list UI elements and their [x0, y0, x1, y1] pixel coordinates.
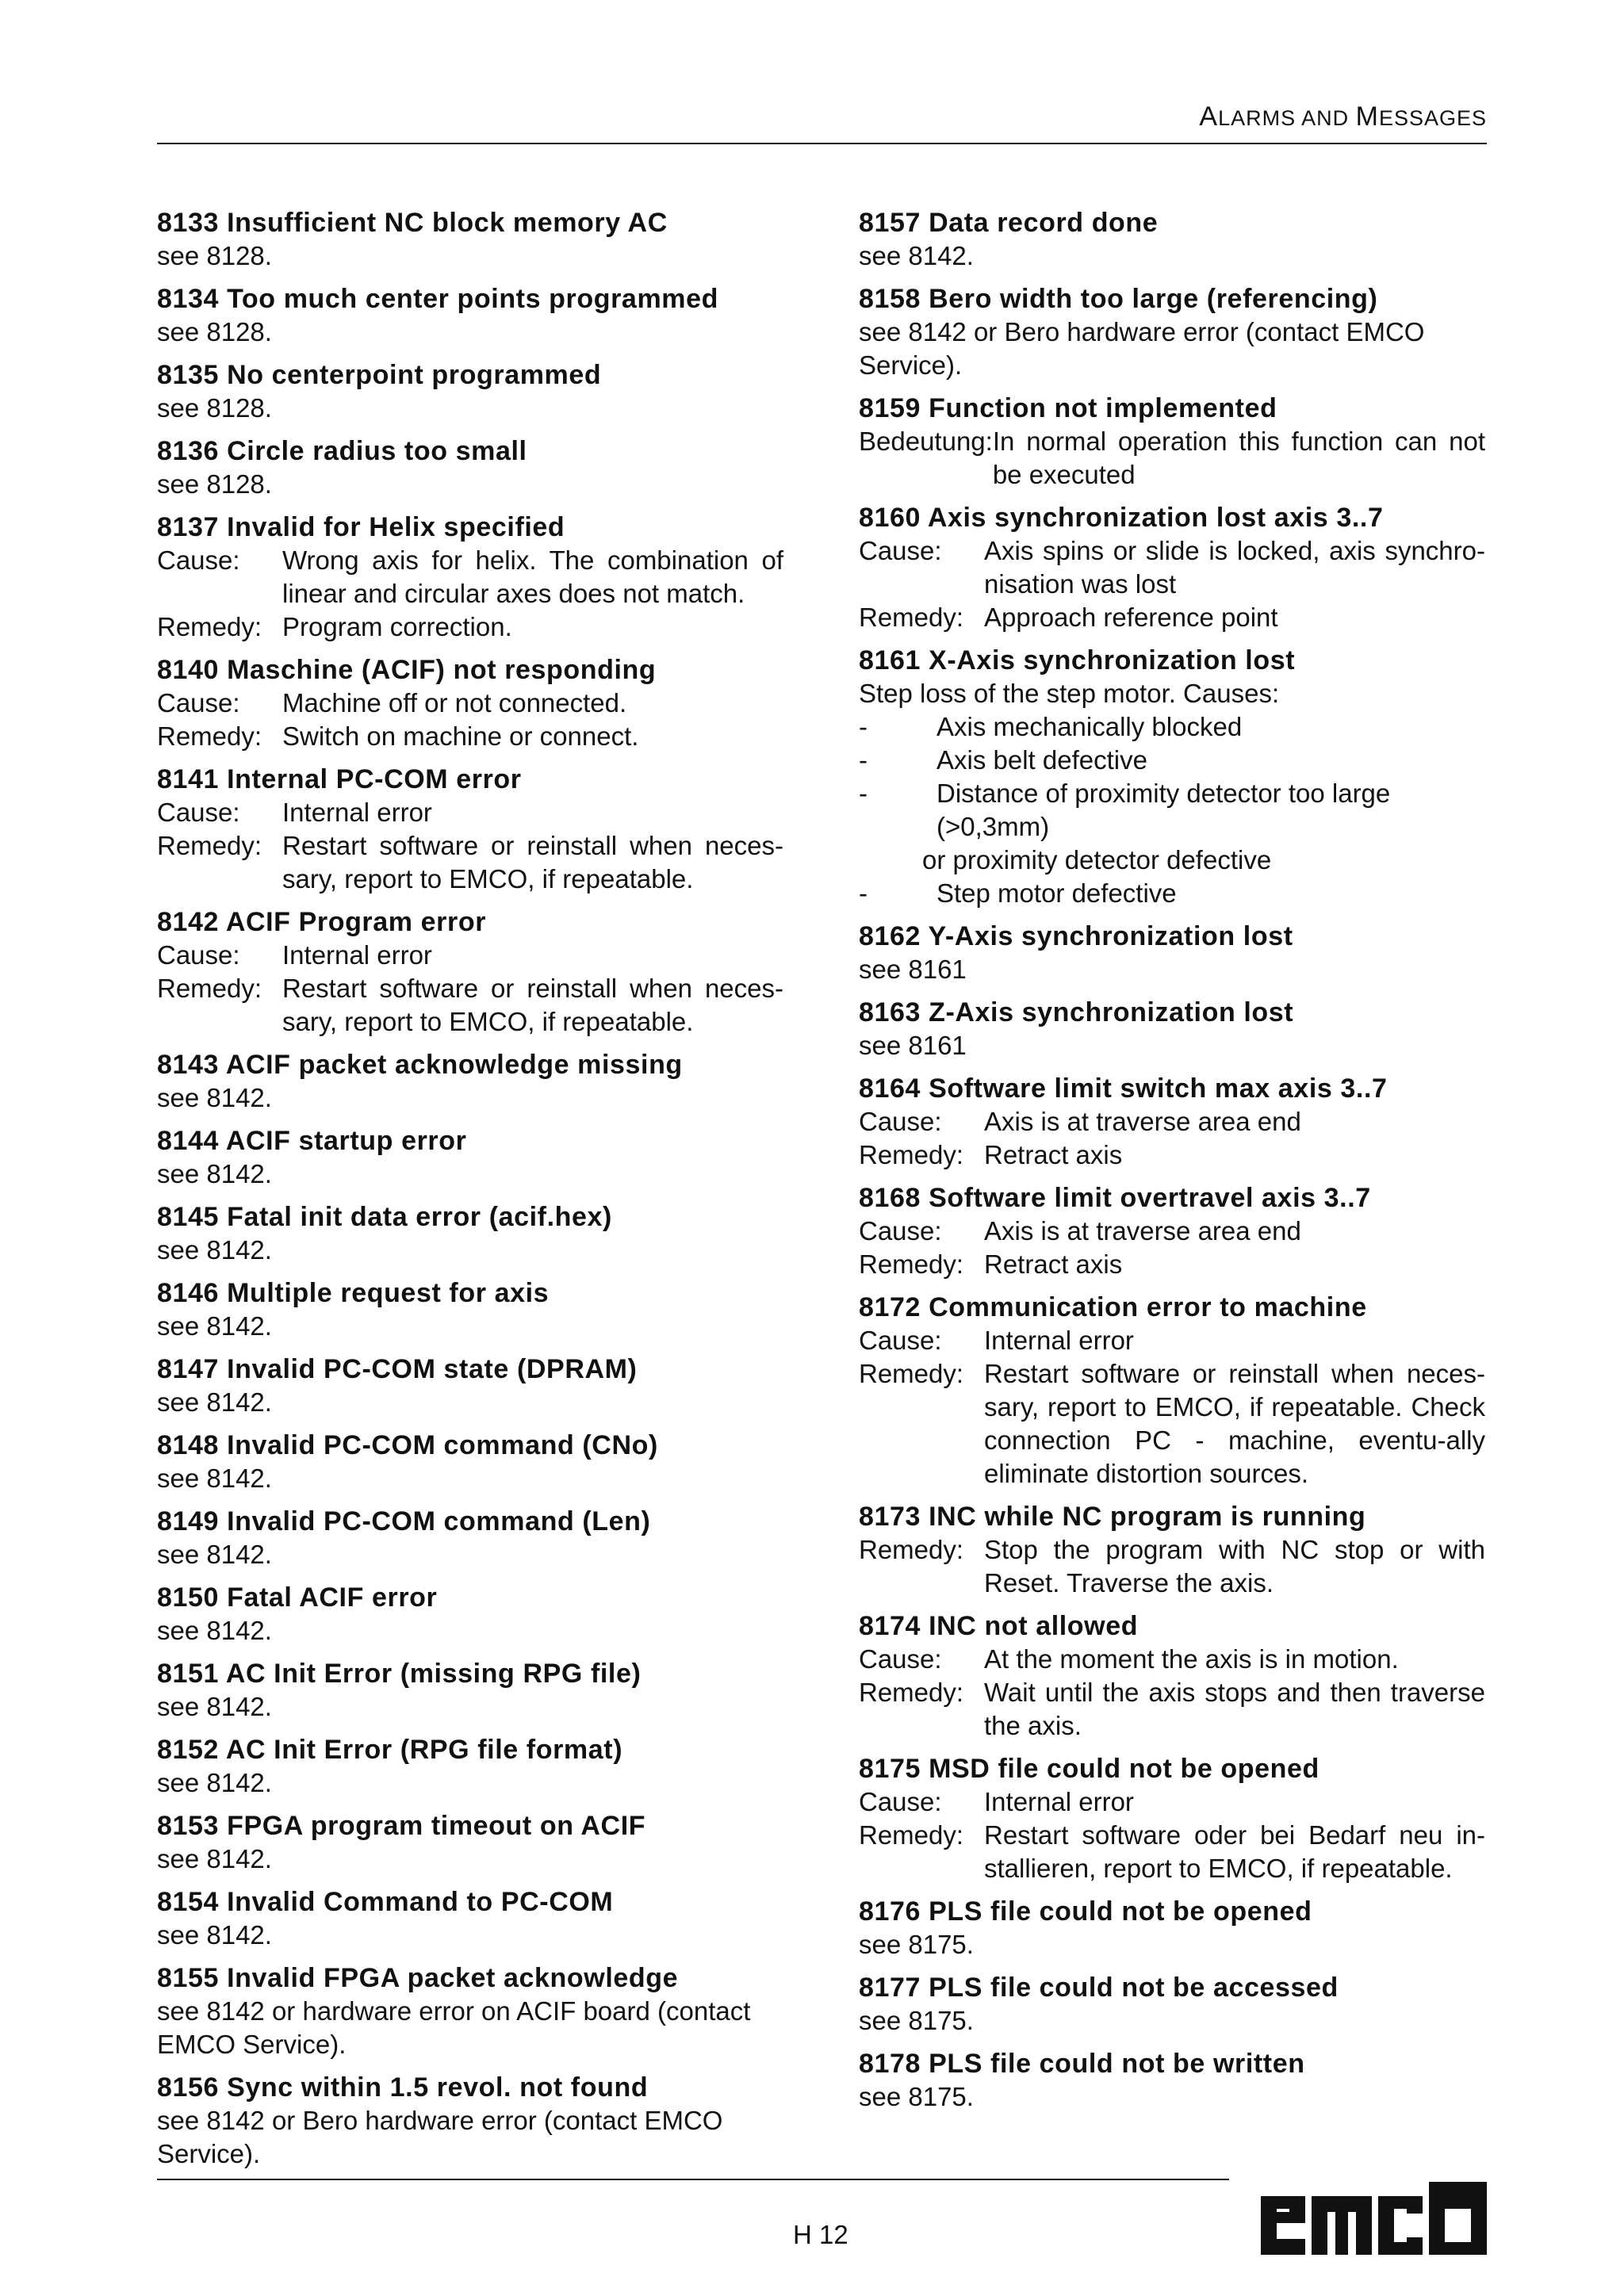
- labeled-row: [859, 1819, 1485, 1885]
- labeled-row: [157, 972, 783, 1039]
- alarm-entry: [157, 282, 783, 349]
- row-label: Cause:: [859, 1216, 942, 1246]
- alarm-entry: [157, 511, 783, 644]
- labeled-row: [859, 1643, 1485, 1676]
- alarm-text: see 8142.: [157, 1159, 272, 1188]
- row-label: Cause:: [157, 545, 240, 575]
- row-label: Remedy:: [859, 1359, 964, 1388]
- alarm-entry: [157, 2071, 783, 2171]
- alarm-entry: [157, 434, 783, 501]
- alarm-title: 8152 AC Init Error (RPG file format): [157, 1735, 623, 1765]
- row-text: Axis is at traverse area end: [984, 1216, 1301, 1246]
- row-text: Internal error: [282, 940, 432, 970]
- labeled-row: [859, 1357, 1485, 1490]
- labeled-row: [859, 1248, 1485, 1281]
- alarm-title: 8164 Software limit switch max axis 3..7: [859, 1073, 1388, 1104]
- row-text: Axis is at traverse area end: [984, 1107, 1301, 1136]
- alarm-title: 8137 Invalid for Helix specified: [157, 512, 565, 542]
- alarm-entry: [157, 1657, 783, 1724]
- row-label: Cause:: [859, 1644, 942, 1674]
- alarm-entry: [157, 1200, 783, 1267]
- right-column: [859, 206, 1485, 2123]
- row-label: Remedy:: [157, 974, 262, 1003]
- labeled-row: [157, 796, 783, 829]
- row-label: Cause:: [859, 1107, 942, 1136]
- alarm-title: 8136 Circle radius too small: [157, 436, 527, 466]
- bullet-item: [859, 877, 1485, 910]
- alarm-title: 8160 Axis synchronization lost axis 3..7: [859, 503, 1384, 533]
- alarm-entry: [859, 1291, 1485, 1490]
- alarm-title: 8144 ACIF startup error: [157, 1126, 467, 1156]
- row-text: Program correction.: [282, 612, 512, 641]
- bullet-item: [859, 710, 1485, 744]
- labeled-row: [157, 544, 783, 610]
- row-text: Wrong axis for helix. The combination of linear and circular axes does not match.: [282, 545, 783, 608]
- alarm-entry: [859, 996, 1485, 1062]
- alarm-text: see 8175.: [859, 2006, 974, 2035]
- header-initial-a: A: [1199, 101, 1219, 132]
- labeled-row: [157, 610, 783, 644]
- alarm-title: 8172 Communication error to machine: [859, 1292, 1367, 1322]
- alarm-text: see 8128.: [157, 241, 272, 270]
- alarm-text: see 8128.: [157, 393, 272, 423]
- alarm-title: 8135 No centerpoint programmed: [157, 360, 602, 390]
- bullet-dash: -: [859, 712, 868, 741]
- row-label: Remedy:: [157, 612, 262, 641]
- alarm-entry: [157, 358, 783, 425]
- alarm-text: see 8142.: [157, 1692, 272, 1721]
- bullet-continuation: or proximity detector defective: [922, 845, 1272, 874]
- emco-logo: [1261, 2182, 1487, 2255]
- row-label: Bedeutung:: [859, 427, 993, 456]
- alarm-entry: [859, 2047, 1485, 2114]
- alarm-title: 8150 Fatal ACIF error: [157, 1582, 438, 1613]
- alarm-entry: [859, 1895, 1485, 1961]
- row-label: Cause:: [157, 940, 240, 970]
- alarm-entry: [157, 206, 783, 273]
- row-text: Internal error: [984, 1326, 1134, 1355]
- labeled-row: [157, 720, 783, 753]
- alarm-text: see 8142.: [157, 1540, 272, 1569]
- labeled-row: [157, 829, 783, 896]
- alarm-entry: [157, 1429, 783, 1495]
- alarm-title: 8163 Z-Axis synchronization lost: [859, 997, 1294, 1027]
- alarm-text: see 8142.: [157, 1844, 272, 1873]
- alarm-entry: [859, 920, 1485, 986]
- labeled-row: [859, 1105, 1485, 1138]
- row-text: In normal operation this function can not be executed: [992, 427, 1485, 489]
- labeled-row: [859, 1215, 1485, 1248]
- row-label: Remedy:: [859, 1820, 964, 1850]
- row-text: At the moment the axis is in motion.: [984, 1644, 1399, 1674]
- labeled-row: [859, 601, 1485, 634]
- alarm-entry: [859, 1181, 1485, 1281]
- bullet-text: Axis belt defective: [936, 745, 1147, 775]
- alarm-title: 8176 PLS file could not be opened: [859, 1896, 1312, 1927]
- alarm-title: 8158 Bero width too large (referencing): [859, 284, 1378, 314]
- alarm-title: 8175 MSD file could not be opened: [859, 1754, 1320, 1784]
- row-text: Approach reference point: [984, 603, 1278, 632]
- alarm-text: see 8142.: [859, 241, 974, 270]
- alarm-title: 8141 Internal PC-COM error: [157, 764, 522, 794]
- alarm-text: see 8142.: [157, 1387, 272, 1417]
- alarm-title: 8159 Function not implemented: [859, 393, 1277, 423]
- row-label: Remedy:: [859, 1678, 964, 1707]
- alarm-title: 8146 Multiple request for axis: [157, 1278, 550, 1308]
- alarm-text: see 8142.: [157, 1616, 272, 1645]
- alarm-title: 8147 Invalid PC-COM state (DPRAM): [157, 1354, 638, 1384]
- header-rest-a: LARMS AND: [1218, 106, 1356, 130]
- alarm-entry: [157, 1581, 783, 1647]
- alarm-text: see 8128.: [157, 317, 272, 346]
- alarm-entry: [157, 1124, 783, 1191]
- alarm-text: see 8142 or Bero hardware error (contact EMCO Service).: [157, 2106, 723, 2168]
- labeled-row: [859, 1676, 1485, 1743]
- alarm-title: 8142 ACIF Program error: [157, 907, 487, 937]
- alarm-title: 8140 Maschine (ACIF) not responding: [157, 655, 657, 685]
- bullet-item: [859, 744, 1485, 777]
- row-text: Internal error: [282, 798, 432, 827]
- alarm-entry: [157, 1809, 783, 1876]
- left-column: [157, 206, 783, 2180]
- row-label: Cause:: [157, 798, 240, 827]
- alarm-text: see 8142.: [157, 1920, 272, 1950]
- alarm-text: see 8142.: [157, 1464, 272, 1493]
- alarm-entry: [859, 1752, 1485, 1885]
- labeled-row: [157, 939, 783, 972]
- labeled-row: [859, 1785, 1485, 1819]
- labeled-row: [859, 425, 1485, 492]
- alarm-entry: [157, 1733, 783, 1800]
- bullet-text: Axis mechanically blocked: [936, 712, 1243, 741]
- row-label: Remedy:: [157, 831, 262, 860]
- alarm-title: 8157 Data record done: [859, 208, 1159, 238]
- alarm-entry: [859, 1500, 1485, 1600]
- labeled-row: [859, 534, 1485, 601]
- header-initial-m: M: [1355, 101, 1379, 132]
- alarm-title: 8143 ACIF packet acknowledge missing: [157, 1050, 683, 1080]
- labeled-row: [859, 1138, 1485, 1172]
- alarm-title: 8174 INC not allowed: [859, 1611, 1139, 1641]
- alarm-title: 8161 X-Axis synchronization lost: [859, 645, 1296, 675]
- page-number: H 12: [793, 2220, 848, 2249]
- row-text: Wait until the axis stops and then traverse the axis.: [984, 1678, 1485, 1740]
- alarm-title: 8149 Invalid PC-COM command (Len): [157, 1506, 651, 1536]
- alarm-title: 8156 Sync within 1.5 revol. not found: [157, 2072, 649, 2103]
- alarm-entry: [157, 1048, 783, 1115]
- alarm-entry: [859, 206, 1485, 273]
- bullet-dash: -: [859, 745, 868, 775]
- header-rest-m: ESSAGES: [1378, 106, 1487, 130]
- alarm-title: 8168 Software limit overtravel axis 3..7: [859, 1183, 1371, 1213]
- alarm-text: see 8175.: [859, 2082, 974, 2111]
- alarm-entry: [859, 392, 1485, 492]
- row-label: Cause:: [859, 536, 942, 565]
- footer-rule: [157, 2179, 1229, 2180]
- bullet-item: [859, 777, 1485, 844]
- row-text: Retract axis: [984, 1249, 1123, 1279]
- alarm-entry: [157, 905, 783, 1039]
- alarm-entry: [157, 1276, 783, 1343]
- labeled-row: [859, 1324, 1485, 1357]
- row-label: Remedy:: [859, 1535, 964, 1564]
- alarm-text: see 8142.: [157, 1311, 272, 1341]
- row-text: Restart software oder bei Bedarf neu in-stallieren, report to EMCO, if repeatable.: [984, 1820, 1485, 1883]
- running-header: [1199, 101, 1487, 132]
- alarm-entry: [157, 1885, 783, 1952]
- alarm-text: see 8142 or Bero hardware error (contact EMCO Service).: [859, 317, 1425, 380]
- alarm-text: see 8161: [859, 955, 967, 984]
- alarm-title: 8155 Invalid FPGA packet acknowledge: [157, 1963, 679, 1993]
- row-text: Machine off or not connected.: [282, 688, 627, 718]
- alarm-text: see 8128.: [157, 469, 272, 499]
- row-text: Internal error: [984, 1787, 1134, 1816]
- alarm-entry: [157, 763, 783, 896]
- row-text: Retract axis: [984, 1140, 1123, 1169]
- alarm-entry: [157, 653, 783, 753]
- alarm-title: 8178 PLS file could not be written: [859, 2049, 1305, 2079]
- row-text: Axis spins or slide is locked, axis synchro-nisation was lost: [984, 536, 1485, 599]
- alarm-text: see 8175.: [859, 1930, 974, 1959]
- alarm-entry: [859, 1609, 1485, 1743]
- alarm-title: 8153 FPGA program timeout on ACIF: [157, 1811, 646, 1841]
- bullet-text: Step motor defective: [936, 878, 1177, 908]
- alarm-text: see 8142.: [157, 1768, 272, 1797]
- alarm-title: 8148 Invalid PC-COM command (CNo): [157, 1430, 658, 1460]
- bullet-dash: -: [859, 779, 868, 808]
- alarm-entry: [859, 644, 1485, 910]
- labeled-row: [859, 1533, 1485, 1600]
- alarm-entry: [859, 282, 1485, 382]
- row-text: Restart software or reinstall when neces-sary, report to EMCO, if repeatable.: [282, 974, 783, 1036]
- alarm-title: 8177 PLS file could not be accessed: [859, 1973, 1339, 2003]
- row-label: Cause:: [859, 1787, 942, 1816]
- alarm-title: 8154 Invalid Command to PC-COM: [157, 1887, 614, 1917]
- header-rule: [157, 143, 1487, 144]
- row-label: Remedy:: [859, 1140, 964, 1169]
- bullet-text: Distance of proximity detector too large (>0,3mm): [936, 779, 1391, 841]
- row-label: Cause:: [859, 1326, 942, 1355]
- bullet-dash: -: [859, 878, 868, 908]
- alarm-entry: [157, 1505, 783, 1571]
- alarm-text: see 8142 or hardware error on ACIF board (contact EMCO Service).: [157, 1996, 751, 2059]
- row-label: Remedy:: [859, 603, 964, 632]
- alarm-entry: [157, 1353, 783, 1419]
- labeled-row: [157, 687, 783, 720]
- row-text: Restart software or reinstall when neces-sary, report to EMCO, if repeatable.: [282, 831, 783, 894]
- row-label: Remedy:: [157, 721, 262, 751]
- row-text: Stop the program with NC stop or with Reset. Traverse the axis.: [984, 1535, 1485, 1598]
- alarm-entry: [157, 1961, 783, 2061]
- row-label: Cause:: [157, 688, 240, 718]
- alarm-title: 8134 Too much center points programmed: [157, 284, 718, 314]
- alarm-title: 8173 INC while NC program is running: [859, 1502, 1366, 1532]
- alarm-title: 8151 AC Init Error (missing RPG file): [157, 1659, 642, 1689]
- row-text: Restart software or reinstall when neces-sary, report to EMCO, if repeatable. Check connection PC - machine, eventu-ally eliminate distortion sources.: [984, 1359, 1485, 1488]
- alarm-text: Step loss of the step motor. Causes:: [859, 679, 1280, 708]
- row-label: Remedy:: [859, 1249, 964, 1279]
- alarm-entry: [859, 1072, 1485, 1172]
- alarm-title: 8133 Insufficient NC block memory AC: [157, 208, 668, 238]
- alarm-title: 8145 Fatal init data error (acif.hex): [157, 1202, 612, 1232]
- alarm-text: see 8142.: [157, 1083, 272, 1112]
- alarm-entry: [859, 1971, 1485, 2038]
- row-text: Switch on machine or connect.: [282, 721, 639, 751]
- alarm-entry: [859, 501, 1485, 634]
- alarm-text: see 8142.: [157, 1235, 272, 1265]
- alarm-text: see 8161: [859, 1031, 967, 1060]
- alarm-title: 8162 Y-Axis synchronization lost: [859, 921, 1293, 951]
